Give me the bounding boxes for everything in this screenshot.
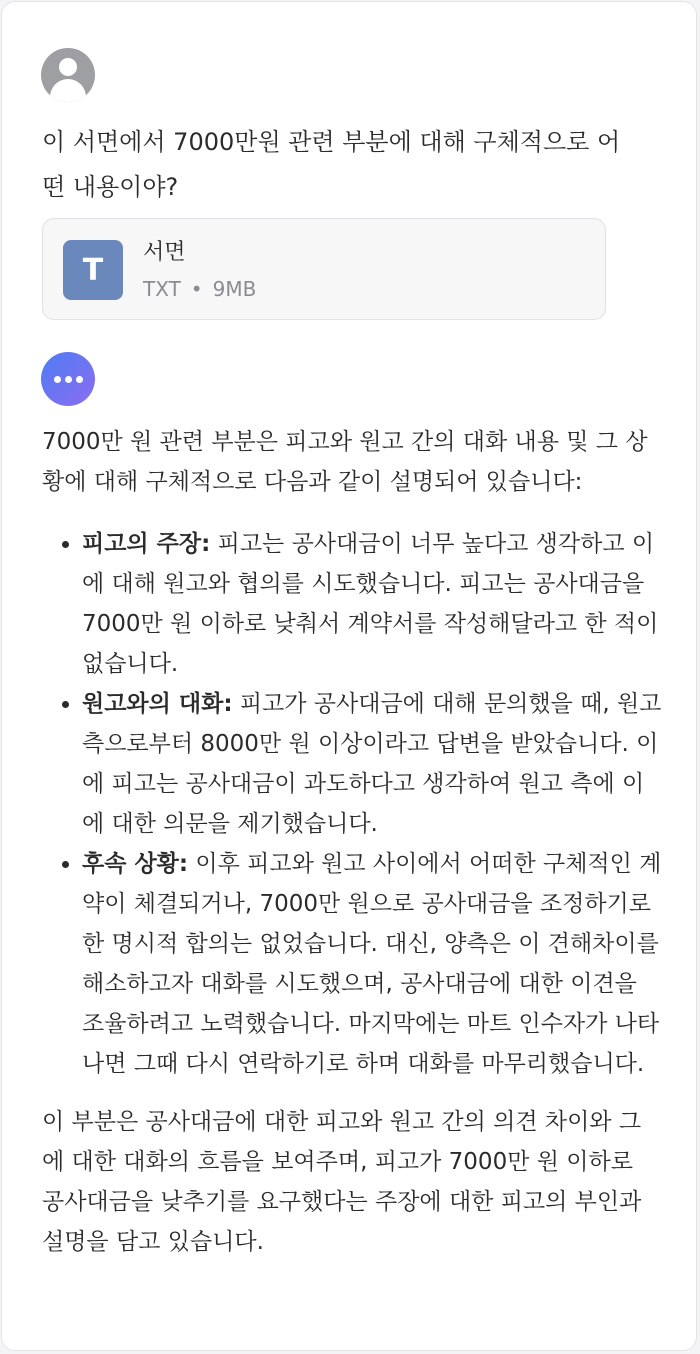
user-avatar [41,48,95,102]
file-type: TXT [143,277,181,301]
user-avatar-body [50,79,86,102]
bullet-title: 원고와의 대화: [82,691,233,717]
user-avatar-head [59,58,77,76]
list-item [82,684,662,844]
bullet-title: 피고의 주장: [82,531,211,557]
file-size: 9MB [212,277,257,301]
list-item [82,844,662,1084]
list-item [82,524,662,684]
file-meta [143,277,256,301]
ellipsis-dot-icon [76,376,83,383]
assistant-avatar [41,352,95,406]
answer-conclusion: 이 부분은 공사대금에 대한 피고와 원고 간의 의견 차이와 그에 대한 대화의 흐름을 보여주며, 피고가 7000만 원 이하로 공사대금을 낮추기를 요구했다는 주장에 대한 피고의 부인과 설명을 담고 있습니다. [42,1109,642,1255]
user-question: 이 서면에서 7000만원 관련 부분에 대해 구체적으로 어떤 내용이야? [42,128,621,201]
bullet-title: 후속 상황: [82,851,189,877]
text-file-icon: T [63,240,123,300]
bullet-text: 이후 피고와 원고 사이에서 어떠한 구체적인 계약이 체결되거나, 7000만 원으로 공사대금을 조정하기로 한 명시적 합의는 없었습니다. 대신, 양측은 이 견해차이를 해소하고자 대화를 시도했으며, 공사대금에 대한 이견을 조율하려고 노력했습니다. 마지막에는 마트 인수자가 나타나면 그때 다시 연락하기로 하며 대화를 마무리했습니다. [82,851,662,1077]
bullet-text: 피고는 공사대금이 너무 높다고 생각하고 이에 대해 원고와 협의를 시도했습니다. 피고는 공사대금을 7000만 원 이하로 낮춰서 계약서를 작성해달라고 한 적이 없습니다. [82,531,659,677]
file-attachment[interactable] [42,218,606,320]
ellipsis-dot-icon [65,376,72,383]
answer-intro: 7000만 원 관련 부분은 피고와 원고 간의 대화 내용 및 그 상황에 대해 구체적으로 다음과 같이 설명되어 있습니다: [42,429,648,495]
meta-separator: • [190,277,203,301]
assistant-answer [42,422,662,1262]
answer-bullet-list [42,524,662,1084]
file-name: 서면 [143,240,186,265]
chat-panel [1,1,697,1351]
ellipsis-dot-icon [54,376,61,383]
bullet-text: 피고가 공사대금에 대해 문의했을 때, 원고 측으로부터 8000만 원 이상이라고 답변을 받았습니다. 이에 피고는 공사대금이 과도하다고 생각하여 원고 측에 이에 대한 의문을 제기했습니다. [82,691,662,837]
